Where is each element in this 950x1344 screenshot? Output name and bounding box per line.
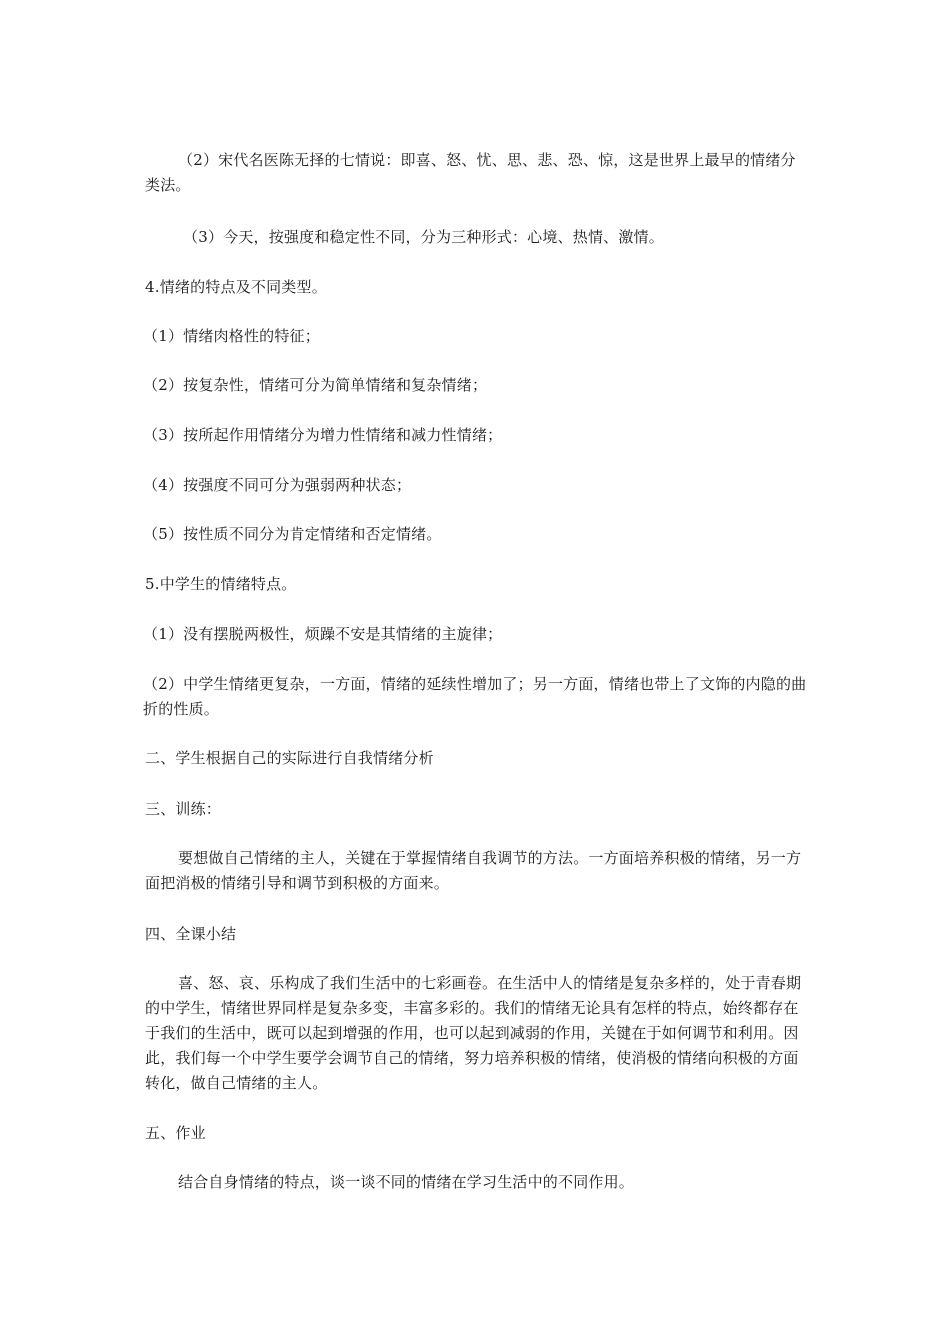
paragraph-training: 要想做自己情绪的主人，关键在于掌握情绪自我调节的方法。一方面培养积极的情绪，另一方面把消极的情绪引导和调节到积极的方面来。 (145, 849, 802, 892)
heading-emotion-types: 4.情绪的特点及不同类型。 (145, 278, 327, 296)
trait-item-2: （2）中学生情绪更复杂，一方面，情绪的延续性增加了；另一方面，情绪也带上了文饰的内隐的曲折的性质。 (143, 675, 807, 718)
paragraph-summary: 喜、怒、哀、乐构成了我们生活中的七彩画卷。在生活中人的情绪是复杂多样的，处于青春期的中学生，情绪世界同样是复杂多变，丰富多彩的。我们的情绪无论具有怎样的特点，始终都存在于我们的生活中，既可以起到增强的作用，也可以起到减弱的作用，关键在于如何调节和利用。因此，我们每一个中学生要学会调节自己的情绪，努力培养积极的情绪，使消极的情绪向积极的方面转化，做自己情绪的主人。 (145, 974, 802, 1092)
paragraph-seven-emotions: （2）宋代名医陈无择的七情说：即喜、怒、忧、思、悲、恐、惊，这是世界上最早的情绪分类法。 (145, 151, 796, 194)
heading-student-traits: 5.中学生的情绪特点。 (145, 575, 297, 593)
list-item-1: （1）情绪肉格性的特征； (143, 327, 320, 345)
section-heading-2: 二、学生根据自己的实际进行自我情绪分析 (145, 749, 434, 767)
section-heading-4: 四、全课小结 (145, 925, 237, 943)
list-item-5: （5）按性质不同分为肯定情绪和否定情绪。 (143, 525, 442, 543)
paragraph-homework: 结合自身情绪的特点，谈一谈不同的情绪在学习生活中的不同作用。 (178, 1173, 635, 1191)
section-heading-3: 三、训练： (145, 800, 222, 818)
list-item-4: （4）按强度不同可分为强弱两种状态； (143, 476, 412, 494)
paragraph-three-forms: （3）今天，按强度和稳定性不同，分为三种形式：心境、热情、激情。 (183, 228, 664, 246)
trait-item-1: （1）没有摆脱两极性，烦躁不安是其情绪的主旋律； (143, 625, 503, 643)
list-item-2: （2）按复杂性，情绪可分为简单情绪和复杂情绪； (143, 376, 488, 394)
section-heading-5: 五、作业 (145, 1124, 206, 1142)
list-item-3: （3）按所起作用情绪分为增力性情绪和减力性情绪； (143, 426, 503, 444)
